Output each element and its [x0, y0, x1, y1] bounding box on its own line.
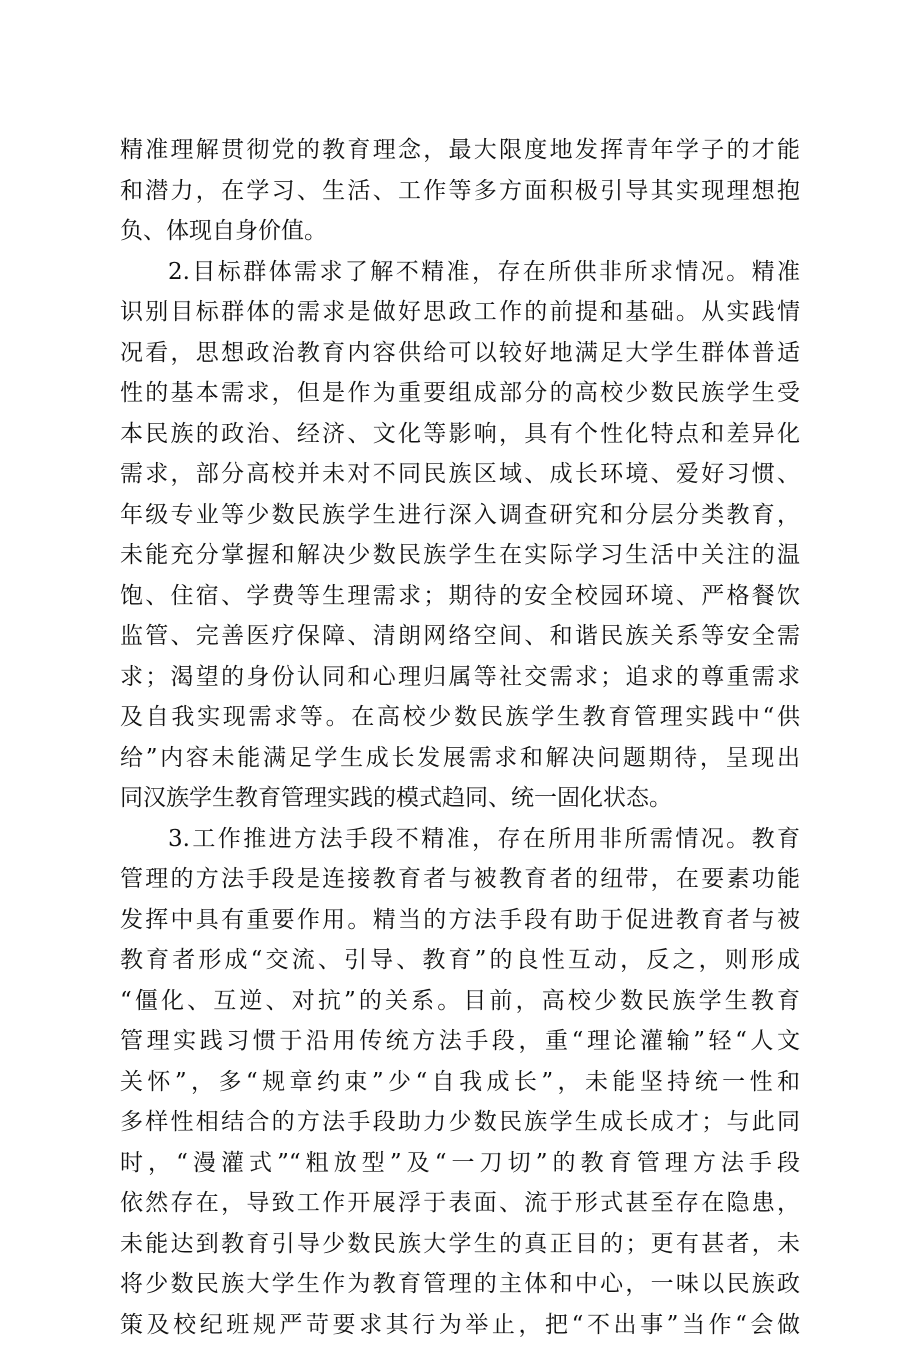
text-line: 未能达到教育引导少数民族大学生的真正目的；更有甚者，未 [120, 1230, 800, 1257]
text-line: 时，“漫灌式”“粗放型”及“一刀切”的教育管理方法手段 [120, 1149, 800, 1176]
text-line: 多样性相结合的方法手段助力少数民族学生成长成才；与此同 [120, 1109, 800, 1135]
text-line: 求；渴望的身份认同和心理归属等社交需求；追求的尊重需求 [120, 663, 800, 690]
paragraph-heading-line: 3.工作推进方法手段不精准，存在所用非所需情况。教育 [168, 825, 800, 852]
text-line: 教育者形成“交流、引导、教育”的良性互动，反之，则形成 [120, 947, 800, 973]
text-line: 况看，思想政治教育内容供给可以较好地满足大学生群体普适 [120, 339, 800, 366]
text-line: 年级专业等少数民族学生进行深入调查研究和分层分类教育， [120, 501, 800, 528]
text-line: 需求，部分高校并未对不同民族区域、成长环境、爱好习惯、 [120, 461, 800, 487]
text-line: 发挥中具有重要作用。精当的方法手段有助于促进教育者与被 [120, 906, 800, 933]
text-line: 及自我实现需求等。在高校少数民族学生教育管理实践中“供 [120, 704, 800, 730]
text-line: 负、体现自身价值。 [120, 218, 327, 244]
text-line: 管理实践习惯于沿用传统方法手段，重“理论灌输”轻“人文 [120, 1028, 800, 1054]
text-line: 未能充分掌握和解决少数民族学生在实际学习生活中关注的温 [120, 542, 800, 568]
text-line: 给”内容未能满足学生成长发展需求和解决问题期待，呈现出 [120, 744, 800, 771]
text-line: 关怀”，多“规章约束”少“自我成长”，未能坚持统一性和 [120, 1068, 800, 1095]
text-line: 识别目标群体的需求是做好思政工作的前提和基础。从实践情 [120, 299, 800, 325]
text-line: 性的基本需求，但是作为重要组成部分的高校少数民族学生受 [120, 380, 800, 406]
text-line: “僵化、互逆、对抗”的关系。目前，高校少数民族学生教育 [120, 987, 800, 1014]
text-line: 和潜力，在学习、生活、工作等多方面积极引导其实现理想抱 [120, 177, 800, 204]
text-line: 监管、完善医疗保障、清朗网络空间、和谐民族关系等安全需 [120, 623, 800, 649]
text-line: 管理的方法手段是连接教育者与被教育者的纽带，在要素功能 [120, 866, 800, 892]
text-line: 策及校纪班规严苛要求其行为举止，把“不出事”当作“会做 [120, 1311, 800, 1338]
text-line: 饱、住宿、学费等生理需求；期待的安全校园环境、严格餐饮 [120, 582, 800, 609]
text-line: 将少数民族大学生作为教育管理的主体和中心，一味以民族政 [120, 1271, 800, 1297]
text-line: 本民族的政治、经济、文化等影响，具有个性化特点和差异化 [120, 420, 800, 447]
text-line: 同汉族学生教育管理实践的模式趋同、统一固化状态。 [120, 785, 672, 811]
text-line: 依然存在，导致工作开展浮于表面、流于形式甚至存在隐患， [120, 1190, 800, 1216]
paragraph-heading-line: 2.目标群体需求了解不精准，存在所供非所求情况。精准 [168, 258, 800, 285]
text-line: 精准理解贯彻党的教育理念，最大限度地发挥青年学子的才能 [120, 137, 800, 163]
